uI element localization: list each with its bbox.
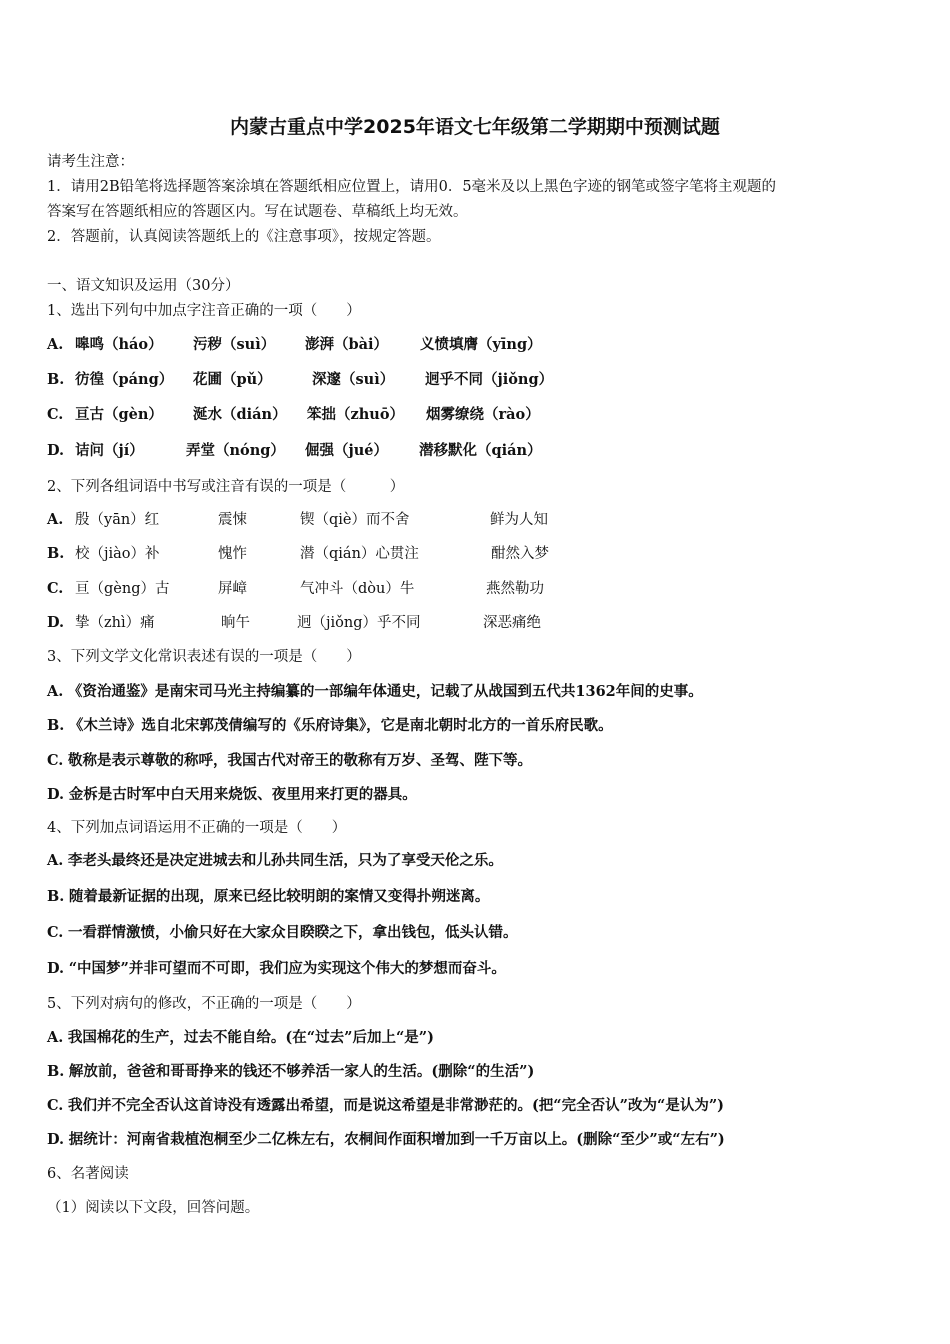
option-item: 校（jiào）补	[75, 546, 160, 562]
question-6-sub-1: （1）阅读以下文段，回答问题。	[47, 1200, 260, 1216]
option-label: B.	[47, 717, 65, 734]
option-text: 金柝是古时军中白天用来烧饭、夜里用来打更的器具。	[68, 786, 417, 803]
option-item: 亘（gèng）古	[75, 581, 170, 597]
option-label: B.	[47, 888, 65, 905]
option-item: 污秽（suì）	[193, 336, 276, 353]
page-title: 内蒙古重点中学2025年语文七年级第二学期期中预测试题	[230, 116, 720, 138]
option-label: C.	[47, 924, 64, 941]
q4-option-a[interactable]	[47, 851, 503, 871]
option-item: 义愤填膺（yīng）	[420, 336, 542, 353]
option-item: 笨拙（zhuō）	[307, 406, 404, 423]
question-4-stem: 4、下列加点词语运用不正确的一项是（ ）	[47, 820, 347, 836]
option-label: B.	[47, 545, 65, 562]
option-item: 潜移默化（qián）	[419, 442, 542, 459]
question-2-stem: 2、下列各组词语中书写或注音有误的一项是（ ）	[47, 479, 405, 495]
q3-option-b[interactable]	[47, 716, 613, 736]
option-label: A.	[47, 852, 64, 869]
q3-option-a[interactable]	[47, 682, 703, 702]
option-item: 屏嶂	[218, 581, 247, 597]
option-item: 震悚	[218, 512, 247, 528]
q3-option-c[interactable]	[47, 751, 532, 771]
option-item: 锲（qiè）而不舍	[300, 512, 410, 528]
option-text: 《木兰诗》选自北宋郭茂倩编写的《乐府诗集》，它是南北朝时北方的一首乐府民歌。	[68, 717, 613, 734]
option-item: 潜（qián）心贯注	[300, 546, 419, 562]
option-item: 挚（zhì）痛	[75, 615, 155, 631]
option-text: 敬称是表示尊敬的称呼，我国古代对帝王的敬称有万岁、圣驾、陛下等。	[67, 752, 532, 769]
option-item: 倔强（jué）	[305, 442, 389, 459]
option-item: 深邃（suì）	[312, 371, 395, 388]
notice-line-1b: 答案写在答题纸相应的答题区内。写在试题卷、草稿纸上均无效。	[47, 204, 468, 220]
option-text: “中国梦”并非可望而不可即，我们应为实现这个伟大的梦想而奋斗。	[68, 960, 506, 977]
option-item: 嗥鸣（háo）	[75, 336, 163, 353]
option-text: 随着最新证据的出现，原来已经比较明朗的案情又变得扑朔迷离。	[68, 888, 490, 905]
option-label: C.	[47, 752, 64, 769]
question-3-stem: 3、下列文学文化常识表述有误的一项是（ ）	[47, 649, 361, 665]
option-text: 李老头最终还是决定进城去和儿孙共同生活，只为了享受天伦之乐。	[67, 852, 503, 869]
option-item: 澎湃（bài）	[305, 336, 389, 353]
option-text: 一看群情激愤，小偷只好在大家众目睽睽之下，拿出钱包，低头认错。	[67, 924, 518, 941]
option-text: 我国棉花的生产，过去不能自给。(在“过去”后加上“是”)	[67, 1029, 435, 1046]
option-label: A.	[47, 1029, 64, 1046]
option-label: A.	[47, 336, 64, 353]
question-1-stem: 1、选出下列句中加点字注音正确的一项（ ）	[47, 303, 361, 319]
option-item: 晌午	[221, 615, 250, 631]
option-item: 亘古（gèn）	[75, 406, 163, 423]
notice-line-1a: 1．请用2B铅笔将选择题答案涂填在答题纸相应位置上，请用0．5毫米及以上黑色字迹的钢笔或签字笔将主观题的	[47, 179, 777, 195]
q4-option-b[interactable]	[47, 887, 489, 907]
option-item: 燕然勒功	[486, 581, 544, 597]
option-label: A.	[47, 683, 64, 700]
option-text: 解放前，爸爸和哥哥挣来的钱还不够养活一家人的生活。(删除“的生活”)	[68, 1063, 535, 1080]
option-label: A.	[47, 511, 64, 528]
option-label: D.	[47, 442, 65, 459]
option-item: 弄堂（nóng）	[186, 442, 285, 459]
q3-option-d[interactable]	[47, 785, 417, 805]
option-label: C.	[47, 406, 64, 423]
notice-heading: 请考生注意：	[47, 154, 134, 170]
question-5-stem: 5、下列对病句的修改，不正确的一项是（ ）	[47, 996, 361, 1012]
option-item: 愧怍	[218, 546, 247, 562]
option-item: 烟雾缭绕（rào）	[426, 406, 540, 423]
q5-option-a[interactable]	[47, 1028, 434, 1048]
q5-option-d[interactable]	[47, 1130, 725, 1150]
notice-line-2: 2．答题前，认真阅读答题纸上的《注意事项》，按规定答题。	[47, 229, 441, 245]
q4-option-c[interactable]	[47, 923, 517, 943]
q5-option-b[interactable]	[47, 1062, 534, 1082]
option-label: D.	[47, 786, 65, 803]
option-label: D.	[47, 960, 65, 977]
option-item: 气冲斗（dòu）牛	[300, 581, 415, 597]
option-item: 花圃（pǔ）	[193, 371, 272, 388]
option-item: 涎水（dián）	[193, 406, 287, 423]
option-item: 彷徨（páng）	[75, 371, 174, 388]
option-label: D.	[47, 1131, 65, 1148]
q4-option-d[interactable]	[47, 959, 506, 979]
option-label: B.	[47, 1063, 65, 1080]
question-6-stem: 6、名著阅读	[47, 1166, 129, 1182]
option-item: 殷（yān）红	[75, 512, 160, 528]
option-text: 我们并不完全否认这首诗没有透露出希望，而是说这希望是非常渺茫的。(把“完全否认”改为“是认为”)	[67, 1097, 725, 1114]
option-item: 酣然入梦	[491, 546, 549, 562]
option-item: 深恶痛绝	[483, 615, 541, 631]
option-item: 鲜为人知	[490, 512, 548, 528]
option-label: D.	[47, 614, 65, 631]
section-heading: 一、语文知识及运用（30分）	[47, 278, 240, 294]
option-item: 迥（jiǒng）乎不同	[297, 615, 421, 631]
option-text: 据统计：河南省栽植泡桐至少二亿株左右，农桐间作面积增加到一千万亩以上。(删除“至少”或“左右”)	[68, 1131, 725, 1148]
option-label: B.	[47, 371, 65, 388]
q5-option-c[interactable]	[47, 1096, 724, 1116]
option-label: C.	[47, 580, 64, 597]
option-text: 《资治通鉴》是南宋司马光主持编纂的一部编年体通史，记载了从战国到五代共1362年间的史事。	[67, 683, 703, 700]
option-label: C.	[47, 1097, 64, 1114]
option-item: 诘问（jí）	[75, 442, 144, 459]
option-item: 迥乎不同（jiǒng）	[425, 371, 554, 388]
